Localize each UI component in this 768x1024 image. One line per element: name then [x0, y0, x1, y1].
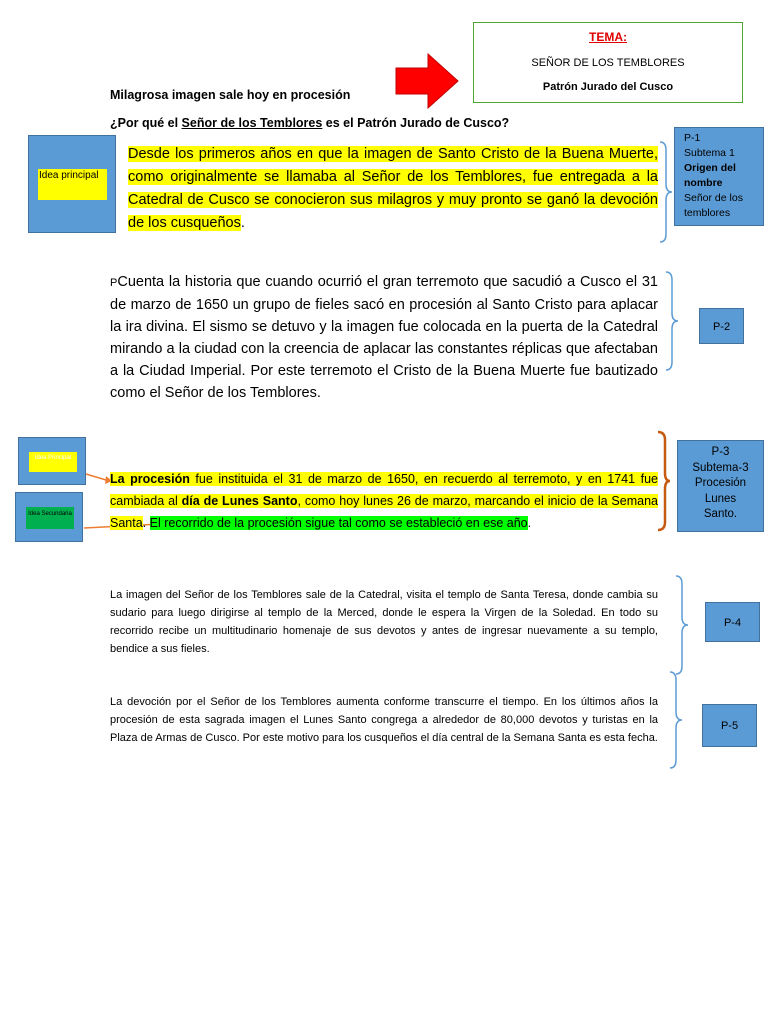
heading-question	[110, 116, 509, 130]
paragraph-2	[110, 271, 658, 404]
brace-p4-icon	[674, 574, 690, 676]
paragraph-1-text: Desde los primeros años en que la imagen de Santo Cristo de la Buena Muerte, como originalmente se llamaba al Señor de los Temblores, fue entregada a la Catedral de Cusco se conocieron sus milagros y muy pronto se ganó la devoción de los cusqueños	[128, 146, 658, 231]
p3-box	[677, 440, 764, 532]
brace-p3-icon	[656, 430, 672, 534]
brace-p1-icon	[658, 140, 674, 244]
p3-line4: Lunes	[704, 492, 737, 505]
p3-line1: P-3	[711, 446, 730, 458]
p3-line5: Santo.	[703, 508, 738, 520]
paragraph-3-bold1: La procesión	[110, 472, 190, 486]
paragraph-3-green: El recorrido de la procesión sigue tal como se estableció en ese año	[149, 516, 528, 530]
idea-principal-box	[28, 135, 116, 233]
idea-principal-small-label: Idea Principal	[29, 452, 77, 472]
paragraph-4: La imagen del Señor de los Temblores sale de la Catedral, visita el templo de Santa Teresa, donde cambia su sudario para luego dirigirse al templo de la Merced, donde le espera la Virgen de la Soledad. En todo su recorrido recibe un multitudinario homenaje de sus devotos y antes de ingresar nuevamente a su templo, bendice a sus fieles.	[110, 589, 658, 655]
paragraph-5: La devoción por el Señor de los Temblores aumenta conforme transcurre el tiempo. En los últimos años la procesión de esta sagrada imagen el Lunes Santo congrega a alrededor de 80,000 devotos y turistas en la Plaza de Armas de Cusco. Por este motivo para los cusqueños el día central de la Semana Santa es esta fecha.	[110, 696, 658, 744]
paragraph-2-mark: P	[110, 277, 118, 289]
paragraph-3-sep: .	[142, 516, 150, 530]
p5-box: P-5	[702, 704, 757, 747]
p1-line4: Señor de los temblores	[684, 192, 743, 219]
brace-p5-icon	[668, 670, 684, 770]
paragraph-2-text: Cuenta la historia que cuando ocurrió el gran terremoto que sacudió a Cusco el 31 de marzo de 1650 un grupo de fieles sacó en procesión al Santo Cristo para aplacar la ira divina. El sismo se detuvo y la imagen fue colocada en la puerta de la Catedral mirando a la ciudad con la creencia de aplacar las constantes réplicas que afectaban a la Ciudad Imperial. Por este terremoto el Cristo de la Buena Muerte fue bautizado como el Señor de los Temblores.	[110, 274, 658, 401]
heading-question-pre: ¿Por qué el	[110, 116, 182, 130]
tema-subtitle: Patrón Jurado del Cusco	[542, 81, 674, 93]
paragraph-1	[128, 143, 658, 235]
paragraph-3-bold2: día de Lunes Santo	[181, 494, 298, 508]
idea-secundaria-box	[15, 492, 83, 542]
tema-title: SEÑOR DE LOS TEMBLORES	[531, 57, 685, 69]
p1-line1: P-1	[684, 132, 701, 144]
p1-box	[674, 127, 764, 226]
paragraph-3-text2: , como hoy lunes 26 de marzo, marcando el inicio de la Semana Santa	[110, 494, 658, 530]
heading-question-post: es el Patrón Jurado de Cusco?	[322, 116, 510, 130]
idea-principal-label: Idea principal	[38, 169, 107, 200]
heading-procesion: Milagrosa imagen sale hoy en procesión	[110, 88, 351, 102]
idea-secundaria-label: Idea Secundaria	[26, 507, 74, 529]
paragraph-3-end: .	[527, 516, 532, 530]
paragraph-3	[110, 468, 658, 534]
paragraph-1-end: .	[240, 215, 245, 231]
red-arrow-icon	[394, 52, 462, 110]
tema-box	[473, 22, 743, 103]
idea-principal-small-box	[18, 437, 86, 485]
brace-p2-icon	[664, 270, 680, 372]
p3-line2: Subtema-3	[692, 461, 749, 474]
paragraph-3-text1: fue instituida el 31 de marzo de 1650, en recuerdo al terremoto, y en 1741 fue cambiada al	[110, 472, 659, 508]
heading-question-link: Señor de los Temblores	[181, 116, 323, 130]
p1-line3: Origen del nombre	[684, 162, 736, 189]
tema-label: TEMA:	[589, 30, 627, 44]
p4-box: P-4	[705, 602, 760, 642]
p3-line3: Procesión	[694, 477, 747, 489]
p2-box: P-2	[699, 308, 744, 344]
p1-line2: Subtema 1	[684, 147, 735, 159]
